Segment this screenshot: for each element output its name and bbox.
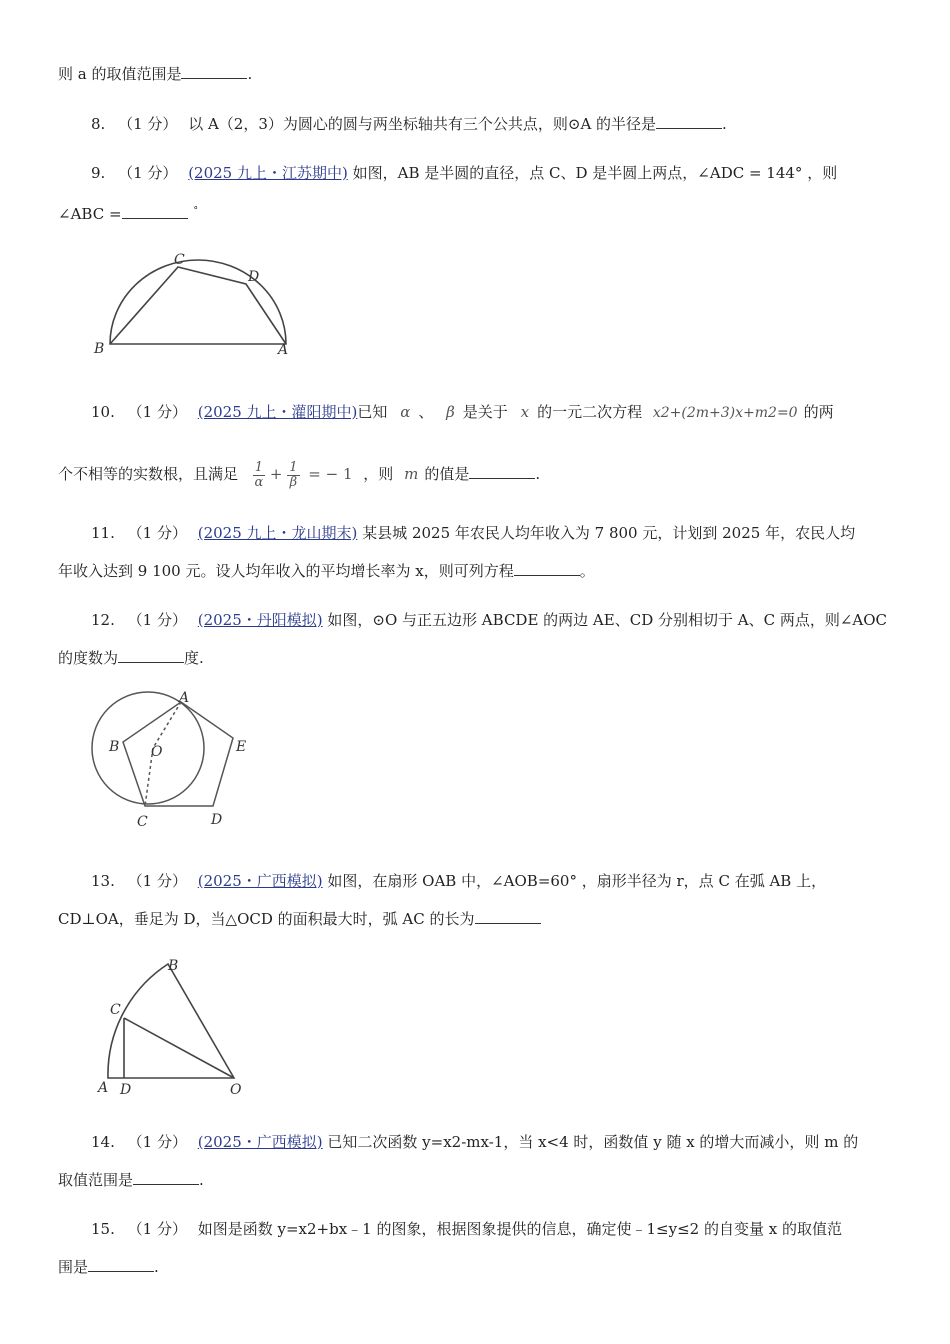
q9-line2: ∠ABC = ° [58, 205, 199, 223]
label-C: C [137, 814, 148, 830]
label-D: D [120, 1082, 132, 1098]
label-C: C [174, 252, 185, 268]
q13-line1 [91, 871, 826, 891]
q10-fraction-beta: $\frac{1}{\beta}$ [289, 459, 298, 490]
label-D: D [211, 812, 223, 828]
label-D: D [248, 269, 260, 285]
q11-number: 11. [91, 524, 115, 542]
q10-source-link[interactable]: (2025 九上・灌阳期中) [197, 403, 358, 421]
q9-line1 [91, 163, 837, 183]
q15-answer-blank[interactable] [88, 1257, 154, 1272]
label-C: C [110, 1002, 121, 1018]
q8-number: 8. [91, 115, 106, 133]
q13-text: 如图，在扇形 OAB 中，∠AOB=60° ，扇形半径为 r，点 C 在弧 AB 上， [327, 872, 827, 890]
q8-answer-blank[interactable] [656, 114, 722, 129]
q13-score: （1 分） [127, 872, 187, 890]
label-B: B [168, 958, 179, 974]
q12-score: （1 分） [127, 611, 187, 629]
q7-answer-blank[interactable] [181, 64, 247, 79]
q10-answer-blank[interactable] [469, 464, 535, 479]
label-A: A [278, 342, 289, 358]
q11-source-link[interactable]: (2025 九上・龙山期末) [197, 524, 358, 542]
label-O: O [230, 1082, 242, 1098]
q13-sector-figure [88, 952, 258, 1102]
q9-source-link[interactable]: (2025 九上・江苏期中) [188, 164, 348, 182]
q11-answer-blank[interactable] [514, 561, 580, 576]
q8-line: 8. （1 分） 以 A（2，3）为圆心的圆与两坐标轴共有三个公共点，则⊙A 的半径是 . [91, 115, 727, 133]
q11-score: （1 分） [127, 524, 187, 542]
label-E: E [236, 739, 247, 755]
q10-fraction-alpha: $\frac{1}{\alpha}$ [254, 459, 264, 490]
q12-number: 12. [91, 611, 115, 629]
q13-source-link[interactable]: (2025・广西模拟) [197, 872, 323, 890]
q14-line2: 取值范围是 . [58, 1171, 204, 1189]
q13-number: 13. [91, 872, 115, 890]
label-A: A [179, 690, 190, 706]
q10-line2: 个不相等的实数根，且满足 $\frac{1}{\alpha}$ + $\frac{1}{\beta}$ = − 1 ，则 m 的值是 . [58, 459, 541, 490]
q15-text: 如图是函数 y=x2+bx﹣1 的图象，根据图象提供的信息，确定使﹣1≤y≤2 的自变量 x 的取值范 [197, 1220, 842, 1238]
q11-line2: 年收入达到 9 100 元。设人均年收入的平均增长率为 x，则可列方程 。 [58, 562, 595, 580]
q14-number: 14. [91, 1133, 115, 1151]
q7-tail-line: 则 a 的取值范围是 . [58, 65, 253, 83]
q11-text: 某县城 2025 年农民人均年收入为 7 800 元，计划到 2025 年，农民人均 [362, 524, 856, 542]
q15-line1 [91, 1219, 842, 1239]
q10-line1: 10. （1 分） (2025 九上・灌阳期中)已知 α 、 β 是关于 x 的一元二次方程 x2+(2m+3)x+m2=0 的两 [91, 403, 834, 421]
q9-number: 9. [91, 164, 106, 182]
label-B: B [94, 341, 105, 357]
q15-number: 15. [91, 1220, 115, 1238]
q12-line2: 的度数为 度. [58, 649, 204, 667]
label-B: B [109, 739, 120, 755]
q10-score: （1 分） [127, 403, 187, 421]
q14-score: （1 分） [127, 1133, 187, 1151]
q7-text: 则 a 的取值范围是 [58, 65, 182, 83]
q13-line2: CD⊥OA，垂足为 D，当△OCD 的面积最大时，弧 AC 的长为 [58, 909, 541, 929]
q12-line1 [91, 610, 887, 630]
q14-answer-blank[interactable] [133, 1170, 199, 1185]
q8-score: （1 分） [118, 115, 178, 133]
sector-OAB [108, 964, 234, 1078]
q14-text: 已知二次函数 y=x2-mx-1，当 x<4 时，函数值 y 随 x 的增大而减小，则 m 的 [327, 1133, 859, 1151]
q9-answer-blank[interactable] [122, 204, 188, 219]
q15-score: （1 分） [127, 1220, 187, 1238]
q10-number: 10. [91, 403, 115, 421]
q14-source-link[interactable]: (2025・广西模拟) [197, 1133, 323, 1151]
q14-line1 [91, 1132, 858, 1152]
label-A: A [98, 1080, 109, 1096]
pentagon-ABCDE [123, 702, 233, 806]
q11-line1 [91, 523, 855, 543]
q9-semicircle-figure [90, 250, 300, 360]
q12-source-link[interactable]: (2025・丹阳模拟) [197, 611, 323, 629]
q13-answer-blank[interactable] [475, 909, 541, 924]
label-O: O [151, 744, 163, 760]
q9-text: 如图，AB 是半圆的直径，点 C、D 是半圆上两点，∠ADC = 144° ，则 [352, 164, 838, 182]
q12-text: 如图，⊙O 与正五边形 ABCDE 的两边 AE、CD 分别相切于 A、C 两点，则∠AOC [327, 611, 888, 629]
q10-equation: x2+(2m+3)x+m2=0 [652, 405, 798, 421]
q12-answer-blank[interactable] [118, 648, 184, 663]
q8-text: 以 A（2，3）为圆心的圆与两坐标轴共有三个公共点，则⊙A 的半径是 [188, 115, 657, 133]
q9-score: （1 分） [118, 164, 178, 182]
chord-path [110, 267, 286, 344]
q15-line2: 围是 . [58, 1258, 159, 1276]
q12-pentagon-figure [85, 690, 265, 835]
